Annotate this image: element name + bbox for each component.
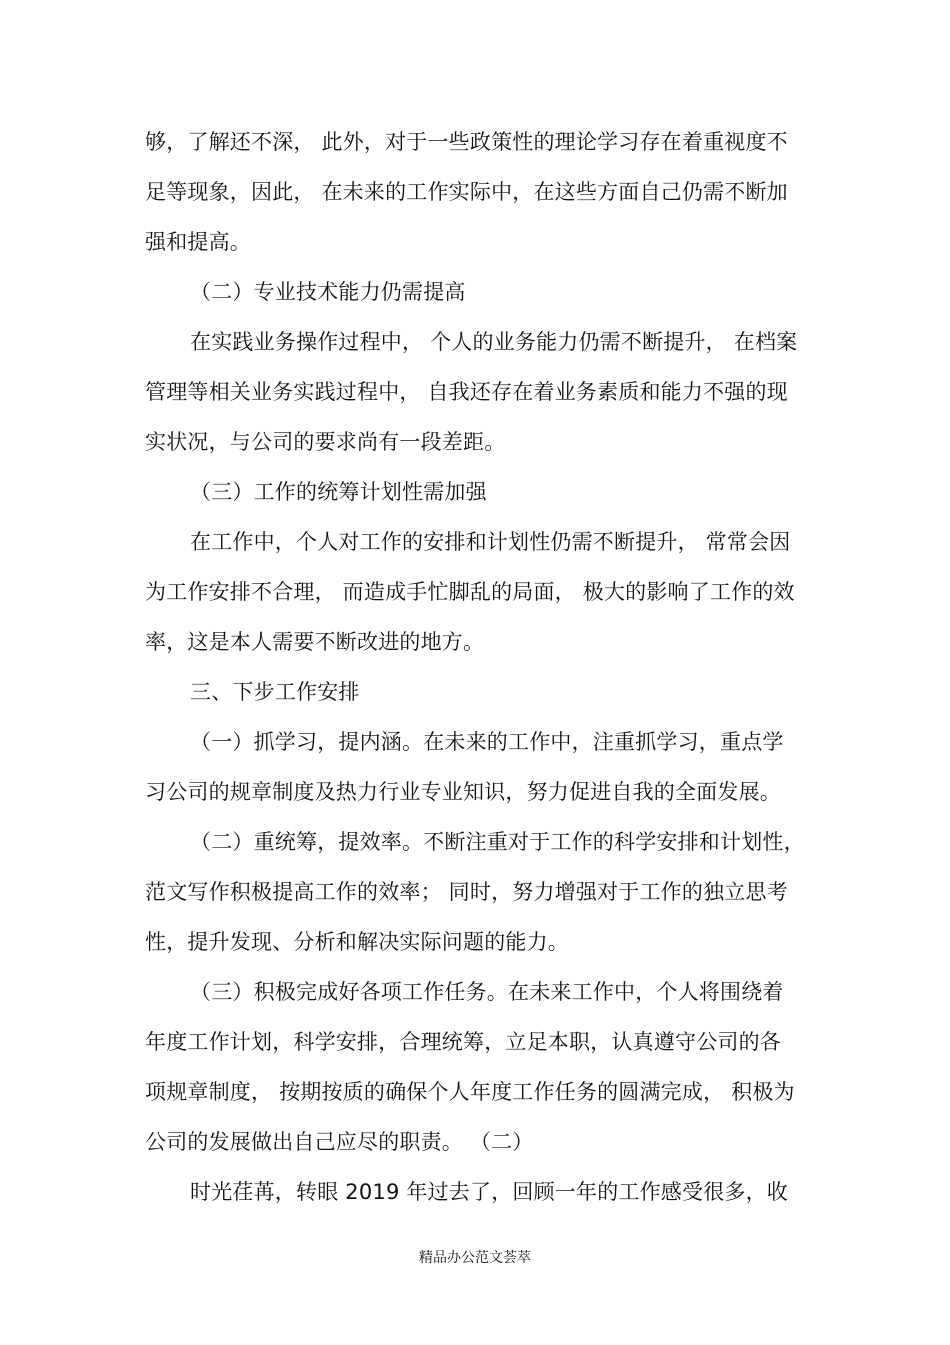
text-line: 管理等相关业务实践过程中， 自我还存在着业务素质和能力不强的现 [145, 380, 788, 404]
text-line: 时光荏苒，转眼 2019 年过去了，回顾一年的工作感受很多，收 [190, 1180, 788, 1204]
text-line: 年度工作计划，科学安排，合理统筹，立足本职，认真遵守公司的各 [145, 1030, 781, 1054]
section-heading: 三、下步工作安排 [190, 680, 360, 704]
text-line: 习公司的规章制度及热力行业专业知识，努力促进自我的全面发展。 [145, 780, 781, 804]
text-line: 范文写作积极提高工作的效率； 同时，努力增强对于工作的独立思考 [145, 880, 788, 904]
text-line: 性，提升发现、分析和解决实际问题的能力。 [145, 930, 569, 954]
text-line: （二）重统筹，提效率。不断注重对于工作的科学安排和计划性， [190, 830, 805, 854]
text-line: 强和提高。 [145, 230, 251, 254]
text-line: 公司的发展做出自己应尽的职责。 （二） [145, 1130, 534, 1154]
page-footer: 精品办公范文荟萃 [419, 1250, 531, 1266]
text-line: 够，了解还不深， 此外，对于一些政策性的理论学习存在着重视度不 [145, 130, 788, 154]
text-line: 为工作安排不合理， 而造成手忙脚乱的局面， 极大的影响了工作的效 [145, 580, 795, 604]
text-line: 实状况，与公司的要求尚有一段差距。 [145, 430, 506, 454]
text-line: （三）积极完成好各项工作任务。在未来工作中，个人将围绕着 [190, 980, 784, 1004]
text-line: 在工作中，个人对工作的安排和计划性仍需不断提升， 常常会因 [190, 530, 791, 554]
section-heading: （二）专业技术能力仍需提高 [190, 280, 466, 304]
text-line: （一）抓学习，提内涵。在未来的工作中，注重抓学习，重点学 [190, 730, 784, 754]
section-heading: （三）工作的统筹计划性需加强 [190, 480, 487, 504]
text-line: 率，这是本人需要不断改进的地方。 [145, 630, 485, 654]
text-line: 项规章制度， 按期按质的确保个人年度工作任务的圆满完成， 积极为 [145, 1080, 795, 1104]
text-line: 足等现象，因此， 在未来的工作实际中，在这些方面自己仍需不断加 [145, 180, 788, 204]
text-line: 在实践业务操作过程中， 个人的业务能力仍需不断提升， 在档案 [190, 330, 798, 354]
